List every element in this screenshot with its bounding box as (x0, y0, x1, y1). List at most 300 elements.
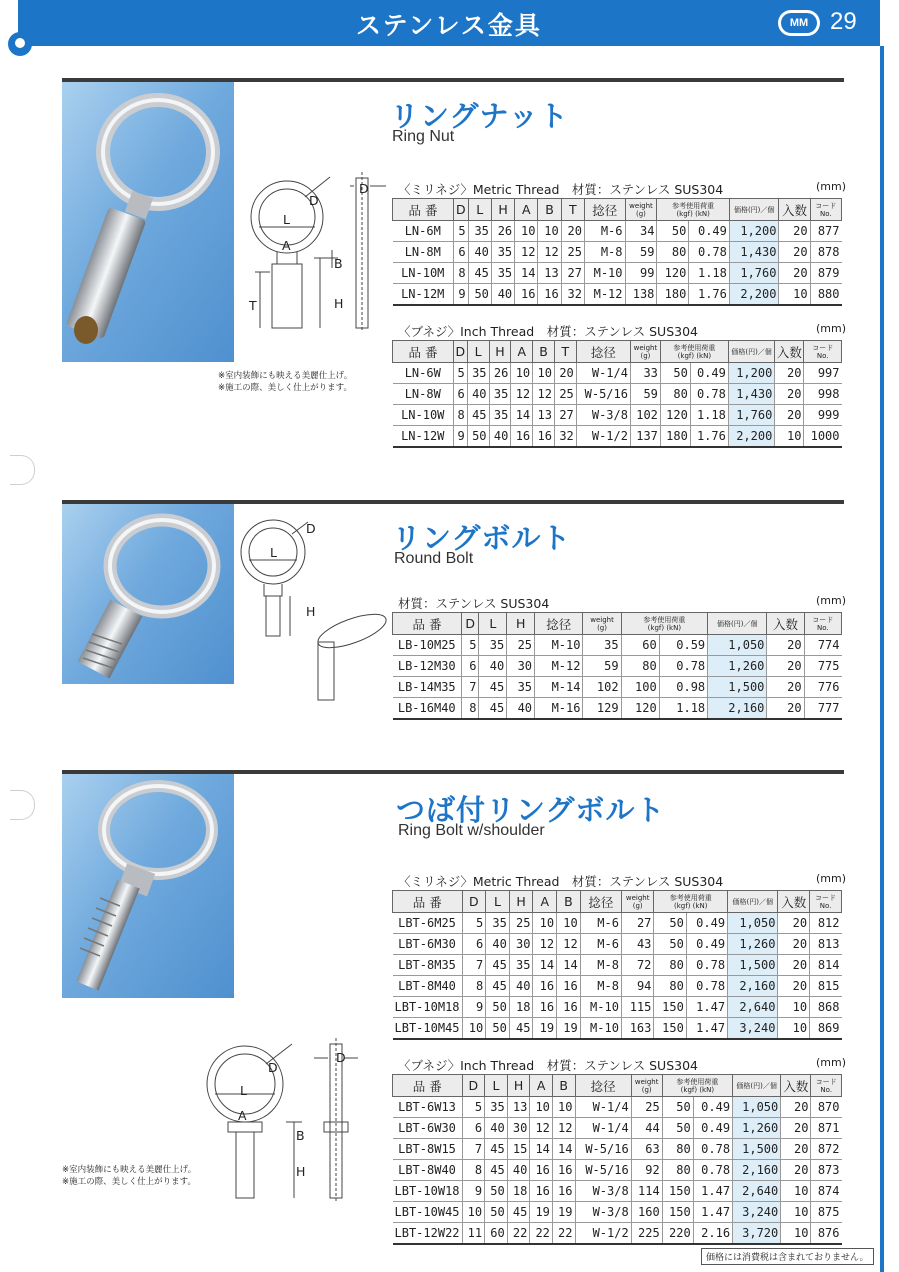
table-cell: 10 (775, 426, 804, 448)
table-cell: 120 (621, 698, 659, 720)
table-cell: 20 (779, 263, 810, 284)
table-cell: 26 (491, 221, 514, 242)
table-cell: 16 (533, 997, 557, 1018)
table-cell: 1.18 (689, 263, 730, 284)
table-cell: 22 (507, 1223, 530, 1245)
table-cell: M-8 (580, 976, 621, 997)
table-cell: 8 (462, 698, 479, 720)
table-row (393, 263, 842, 284)
spec-table-ring-nut-metric: 品 番 D L H A B T 捻径 weight (g) 参考使用荷重 (kgf) (kN) 価格(円)／個 入数 コード No. LN-6M 5 35 26 10 10 20 M-6 34 50 0.49 1,200 20 877 LN-8M 6 40 35 12 12 25 M-8 59 80 0.78 1,430 20 878 LN-10M 8 45 35 14 13 27 M-10 99 120 1.18 1,760 20 879 LN-12M 9 50 40 16 16 32 M-12 138 180 1.76 2,200 10 880 (392, 198, 842, 306)
table-row (393, 384, 842, 405)
dim-label: D (336, 1050, 346, 1065)
table-cell: 45 (486, 976, 510, 997)
table-cell: 877 (810, 221, 841, 242)
table-cell: LN-12M (393, 284, 454, 306)
table-cell: LN-6M (393, 221, 454, 242)
table-cell: 30 (507, 1118, 530, 1139)
table-cell: 27 (621, 913, 653, 934)
table-cell: 45 (485, 1139, 508, 1160)
table-cell: M-10 (584, 263, 625, 284)
table-cell: M-12 (584, 284, 625, 306)
table-cell: 18 (507, 1181, 530, 1202)
table-cell: 2,640 (733, 1181, 781, 1202)
dim-label: B (334, 256, 343, 271)
table-row (393, 1018, 842, 1040)
table-cell: M-10 (580, 1018, 621, 1040)
table-cell: 3,240 (733, 1202, 781, 1223)
table-cell: 776 (804, 677, 841, 698)
table-cell: 115 (621, 997, 653, 1018)
table-row (393, 677, 842, 698)
table-caption: 〈ブネジ〉Inch Thread 材質：ステンレス SUS304 (398, 1058, 698, 1073)
table-cell: 32 (554, 426, 576, 448)
binder-ball-icon (8, 32, 32, 56)
table-cell: 25 (509, 913, 533, 934)
table-cell: 35 (583, 635, 621, 656)
table-cell: 45 (486, 955, 510, 976)
table-cell: 16 (533, 976, 557, 997)
table-cell: 102 (583, 677, 621, 698)
table-cell: 35 (489, 384, 511, 405)
unit-label: (mm) (816, 594, 847, 607)
dim-label: D (359, 181, 369, 196)
table-cell: 6 (454, 384, 468, 405)
page-header (18, 0, 880, 46)
table-cell: 1,430 (728, 384, 774, 405)
table-cell: 876 (811, 1223, 842, 1245)
dim-label: A (238, 1108, 247, 1123)
product-photo-shoulder-bolt (62, 774, 234, 998)
table-cell: 815 (810, 976, 842, 997)
table-cell: 1,050 (733, 1097, 781, 1118)
table-cell: 2,160 (733, 1160, 781, 1181)
table-cell: 813 (810, 934, 842, 955)
table-cell: 873 (811, 1160, 842, 1181)
table-cell: 27 (561, 263, 584, 284)
table-cell: 16 (552, 1160, 575, 1181)
table-cell: 35 (485, 1097, 508, 1118)
table-cell: 13 (538, 263, 561, 284)
table-cell: 0.49 (693, 1097, 732, 1118)
table-cell: 1.76 (689, 284, 730, 306)
table-row (393, 426, 842, 448)
table-cell: 7 (462, 677, 479, 698)
table-cell: M-10 (580, 997, 621, 1018)
table-cell: 0.49 (693, 1118, 732, 1139)
table-cell: 0.49 (689, 221, 730, 242)
table-cell: 16 (552, 1181, 575, 1202)
table-cell: 10 (552, 1097, 575, 1118)
table-row (393, 284, 842, 306)
table-cell: LB-10M25 (393, 635, 462, 656)
table-cell: 10 (778, 1018, 810, 1040)
table-cell: M-10 (535, 635, 583, 656)
table-cell: M-8 (584, 242, 625, 263)
table-cell: 20 (767, 656, 804, 677)
table-cell: 2,640 (728, 997, 778, 1018)
table-cell: 35 (468, 221, 491, 242)
table-row (393, 242, 842, 263)
table-cell: 59 (583, 656, 621, 677)
table-cell: 775 (804, 656, 841, 677)
table-cell: 16 (538, 284, 561, 306)
note: ※室内装飾にも映える美麗仕上げ。 ※施工の際、美しく仕上がります。 (218, 371, 353, 393)
table-cell: 138 (625, 284, 657, 306)
table-cell: 150 (662, 1202, 693, 1223)
table-cell: 150 (654, 997, 686, 1018)
table-cell: 45 (468, 263, 491, 284)
tax-note: 価格には消費税は含まれておりません。 (701, 1248, 874, 1265)
table-cell: 150 (662, 1181, 693, 1202)
table-caption: 材質：ステンレス SUS304 (398, 596, 550, 611)
table-cell: 0.98 (659, 677, 707, 698)
table-cell: 874 (811, 1181, 842, 1202)
table-cell: 3,240 (728, 1018, 778, 1040)
table-cell: 1,260 (728, 934, 778, 955)
table-cell: 27 (554, 405, 576, 426)
table-cell: 11 (462, 1223, 485, 1245)
table-cell: 18 (509, 997, 533, 1018)
table-cell: 10 (515, 221, 538, 242)
unit-label: (mm) (816, 872, 847, 885)
table-cell: M-6 (584, 221, 625, 242)
table-cell: 19 (552, 1202, 575, 1223)
table-cell: 180 (657, 284, 689, 306)
table-cell: W-3/8 (575, 1202, 631, 1223)
table-cell: 40 (479, 656, 507, 677)
table-cell: 10 (533, 913, 557, 934)
section-title-en: Round Bolt (394, 550, 474, 567)
table-cell: 40 (485, 1118, 508, 1139)
table-cell: 19 (557, 1018, 581, 1040)
table-cell: 80 (657, 242, 689, 263)
table-row (393, 635, 842, 656)
table-cell: 2,160 (708, 698, 767, 720)
table-row (393, 405, 842, 426)
table-cell: 220 (662, 1223, 693, 1245)
table-cell: 59 (630, 384, 660, 405)
table-cell: 10 (779, 284, 810, 306)
table-cell: 1.47 (693, 1181, 732, 1202)
table-cell: 12 (552, 1118, 575, 1139)
table-row (393, 976, 842, 997)
table-cell: 13 (533, 405, 555, 426)
table-cell: 45 (467, 405, 489, 426)
table-row (393, 363, 842, 384)
table-cell: 10 (557, 913, 581, 934)
table-cell: 12 (511, 384, 533, 405)
table-cell: M-12 (535, 656, 583, 677)
table-cell: 50 (468, 284, 491, 306)
table-caption: 〈ミリネジ〉Metric Thread 材質：ステンレス SUS304 (398, 182, 724, 197)
table-cell: 40 (491, 284, 514, 306)
table-cell: 2,200 (729, 284, 779, 306)
table-cell: 20 (781, 1118, 811, 1139)
table-row (393, 955, 842, 976)
page-number: 29 (830, 8, 857, 35)
table-cell: 1000 (804, 426, 842, 448)
table-cell: 10 (533, 363, 555, 384)
table-cell: LBT-10M45 (393, 1018, 463, 1040)
table-cell: 14 (530, 1139, 553, 1160)
table-row (393, 1118, 842, 1139)
table-cell: 878 (810, 242, 841, 263)
table-cell: 0.49 (686, 913, 727, 934)
binder-hole-icon (10, 790, 35, 820)
table-cell: 7 (462, 955, 486, 976)
table-cell: 45 (479, 698, 507, 720)
product-photo-round-bolt (62, 504, 234, 684)
table-cell: 875 (811, 1202, 842, 1223)
table-cell: 16 (530, 1160, 553, 1181)
table-cell: LBT-10M18 (393, 997, 463, 1018)
table-cell: M-16 (535, 698, 583, 720)
table-cell: 1,260 (733, 1118, 781, 1139)
table-cell: 6 (454, 242, 469, 263)
table-cell: 10 (511, 363, 533, 384)
table-row (393, 1181, 842, 1202)
table-cell: 59 (625, 242, 657, 263)
table-cell: 50 (654, 913, 686, 934)
table-cell: 0.49 (690, 363, 728, 384)
spec-table-ring-nut-inch: 品 番 D L H A B T 捻径 weight (g) 参考使用荷重 (kgf) (kN) 価格(円)／個 入数 コード No. LN-6W 5 35 26 10 10 20 W-1/4 33 50 0.49 1,200 20 997 LN-8W 6 40 35 12 12 25 W-5/16 59 80 0.78 1,430 20 998 LN-10W 8 45 35 14 13 27 W-3/8 102 120 1.18 1,760 20 999 LN-12W 9 50 40 16 16 32 W-1/2 137 180 1.76 2,200 10 1000 (392, 340, 842, 448)
table-cell: LN-8W (393, 384, 454, 405)
table-cell: 0.78 (693, 1160, 732, 1181)
table-cell: 92 (631, 1160, 662, 1181)
table-row (393, 1097, 842, 1118)
table-cell: 34 (625, 221, 657, 242)
table-cell: 13 (507, 1097, 530, 1118)
table-cell: 19 (533, 1018, 557, 1040)
table-cell: 16 (557, 997, 581, 1018)
table-cell: LBT-10W18 (393, 1181, 463, 1202)
dim-label: H (306, 604, 316, 619)
table-cell: 50 (485, 1181, 508, 1202)
table-cell: 10 (781, 1223, 811, 1245)
table-cell: 868 (810, 997, 842, 1018)
table-cell: LN-10M (393, 263, 454, 284)
table-cell: 30 (509, 934, 533, 955)
table-cell: 45 (507, 1202, 530, 1223)
table-cell: 50 (660, 363, 690, 384)
table-cell: 20 (779, 242, 810, 263)
table-cell: 1.76 (690, 426, 728, 448)
table-row (393, 1160, 842, 1181)
table-cell: 1.18 (690, 405, 728, 426)
table-cell: 25 (631, 1097, 662, 1118)
table-cell: 1,500 (733, 1139, 781, 1160)
table-cell: 1,500 (708, 677, 767, 698)
table-cell: 871 (811, 1118, 842, 1139)
table-cell: 12 (533, 934, 557, 955)
table-cell: W-5/16 (575, 1139, 631, 1160)
table-cell: 1,260 (708, 656, 767, 677)
table-cell: 20 (778, 955, 810, 976)
table-cell: 0.78 (689, 242, 730, 263)
table-cell: 2,160 (728, 976, 778, 997)
table-cell: 20 (561, 221, 584, 242)
table-cell: 0.78 (659, 656, 707, 677)
table-cell: 26 (489, 363, 511, 384)
table-cell: 160 (631, 1202, 662, 1223)
table-cell: 10 (781, 1181, 811, 1202)
spec-table-shoulder-metric: 品 番 D L H A B 捻径 weight (g) 参考使用荷重 (kgf) (kN) 価格(円)／個 入数 コード No. LBT-6M25 5 35 25 10 10 M-6 27 50 0.49 1,050 20 812 LBT-6M30 6 40 30 12 12 M-6 43 50 0.49 1,260 20 813 LBT-8M35 7 45 35 14 14 M-8 72 80 0.78 1,500 20 814 LBT-8M40 8 45 40 16 16 M-8 94 80 0.78 2,160 20 815 LBT-10M18 9 50 18 16 16 M-10 115 150 1.47 2,640 10 868 LBT-10M45 10 50 45 19 19 M-10 163 150 1.47 3,240 10 869 (392, 890, 842, 1040)
table-cell: 1.47 (693, 1202, 732, 1223)
table-cell: 812 (810, 913, 842, 934)
table-cell: 869 (810, 1018, 842, 1040)
table-cell: LBT-6W13 (393, 1097, 463, 1118)
dim-label: A (282, 238, 291, 253)
table-cell: 12 (557, 934, 581, 955)
table-cell: 60 (621, 635, 659, 656)
table-cell: 22 (530, 1223, 553, 1245)
table-cell: 20 (781, 1139, 811, 1160)
table-cell: 163 (621, 1018, 653, 1040)
table-cell: 0.78 (693, 1139, 732, 1160)
page-title: ステンレス金具 (356, 11, 542, 40)
section-title-en: Ring Bolt w/shoulder (398, 822, 545, 839)
table-cell: 1,200 (728, 363, 774, 384)
table-cell: 8 (454, 263, 469, 284)
table-cell: 25 (554, 384, 576, 405)
table-cell: 35 (509, 955, 533, 976)
table-cell: 6 (462, 1118, 485, 1139)
table-cell: 40 (486, 934, 510, 955)
table-cell: 63 (631, 1139, 662, 1160)
table-cell: W-5/16 (576, 384, 630, 405)
spec-table-shoulder-inch: 品 番 D L H A B 捻径 weight (g) 参考使用荷重 (kgf) (kN) 価格(円)／個 入数 コード No. LBT-6W13 5 35 13 10 10 W-1/4 25 50 0.49 1,050 20 870 LBT-6W30 6 40 30 12 12 W-1/4 44 50 0.49 1,260 20 871 LBT-8W15 7 45 15 14 14 W-5/16 63 80 0.78 1,500 20 872 LBT-8W40 8 45 40 16 16 W-5/16 92 80 0.78 2,160 20 873 LBT-10W18 9 50 18 16 16 W-3/8 114 150 1.47 2,640 10 874 LBT-10W45 10 50 45 19 19 W-3/8 160 150 1.47 3,240 10 875 LBT-12W22 11 60 22 22 22 W-1/2 225 220 2.16 3,720 10 876 (392, 1074, 842, 1245)
table-cell: 14 (533, 955, 557, 976)
table-cell: 150 (654, 1018, 686, 1040)
table-row (393, 221, 842, 242)
table-cell: 10 (462, 1202, 485, 1223)
table-cell: 14 (511, 405, 533, 426)
table-cell: 880 (810, 284, 841, 306)
table-cell: 9 (462, 997, 486, 1018)
table-cell: 129 (583, 698, 621, 720)
table-cell: W-1/4 (575, 1097, 631, 1118)
side-bar (880, 46, 884, 1272)
table-cell: LBT-6M30 (393, 934, 463, 955)
table-cell: 20 (778, 976, 810, 997)
dim-label: D (309, 193, 319, 208)
table-cell: LBT-8W15 (393, 1139, 463, 1160)
table-cell: 22 (552, 1223, 575, 1245)
table-cell: 80 (662, 1139, 693, 1160)
dim-label: H (334, 296, 344, 311)
table-cell: 814 (810, 955, 842, 976)
table-cell: 10 (778, 997, 810, 1018)
table-cell: 30 (507, 656, 535, 677)
table-cell: 12 (530, 1118, 553, 1139)
table-cell: 8 (454, 405, 468, 426)
table-cell: 40 (507, 1160, 530, 1181)
table-cell: LN-10W (393, 405, 454, 426)
table-cell: M-14 (535, 677, 583, 698)
table-cell: 9 (454, 426, 468, 448)
table-cell: 20 (781, 1097, 811, 1118)
table-cell: 0.78 (686, 955, 727, 976)
table-row (393, 1202, 842, 1223)
table-cell: 1.47 (686, 1018, 727, 1040)
table-cell: 137 (630, 426, 660, 448)
dim-label: B (296, 1128, 305, 1143)
table-cell: LBT-8W40 (393, 1160, 463, 1181)
unit-label: (mm) (816, 1056, 847, 1069)
table-cell: 6 (462, 656, 479, 677)
product-photo-ring-nut (62, 82, 234, 362)
table-cell: 9 (462, 1181, 485, 1202)
table-cell: 25 (507, 635, 535, 656)
table-cell: LBT-6M25 (393, 913, 463, 934)
table-cell: 1.47 (686, 997, 727, 1018)
section-title-jp: リングナット (390, 99, 569, 133)
table-cell: 12 (515, 242, 538, 263)
table-cell: LN-12W (393, 426, 454, 448)
table-cell: 43 (621, 934, 653, 955)
table-cell: 80 (660, 384, 690, 405)
table-cell: 1.18 (659, 698, 707, 720)
table-cell: 15 (507, 1139, 530, 1160)
table-cell: 20 (781, 1160, 811, 1181)
table-cell: 870 (811, 1097, 842, 1118)
table-cell: 20 (778, 913, 810, 934)
table-cell: 80 (654, 976, 686, 997)
dim-label: D (306, 521, 316, 536)
table-cell: 16 (515, 284, 538, 306)
table-cell: 40 (509, 976, 533, 997)
table-cell: 1,500 (728, 955, 778, 976)
table-cell: 3,720 (733, 1223, 781, 1245)
table-cell: 120 (660, 405, 690, 426)
table-cell: 72 (621, 955, 653, 976)
table-cell: 40 (468, 242, 491, 263)
table-cell: 14 (515, 263, 538, 284)
table-cell: M-6 (580, 934, 621, 955)
spec-table-round-bolt: 品 番 D L H 捻径 weight (g) 参考使用荷重 (kgf) (kN) 価格(円)／個 入数 コード No. LB-10M25 5 35 25 M-10 35 60 0.59 1,050 20 774 LB-12M30 6 40 30 M-12 59 80 0.78 1,260 20 775 LB-14M35 7 45 35 M-14 102 100 0.98 1,500 20 776 LB-16M40 8 45 40 M-16 129 120 1.18 2,160 20 777 (392, 612, 842, 720)
table-cell: LB-12M30 (393, 656, 462, 677)
table-cell: LBT-8M35 (393, 955, 463, 976)
table-cell: LN-8M (393, 242, 454, 263)
table-cell: 50 (486, 1018, 510, 1040)
table-caption: 〈ミリネジ〉Metric Thread 材質：ステンレス SUS304 (398, 874, 724, 889)
table-cell: 1,760 (728, 405, 774, 426)
table-cell: 80 (654, 955, 686, 976)
unit-label: (mm) (816, 322, 847, 335)
table-cell: LN-6W (393, 363, 454, 384)
table-cell: 20 (775, 405, 804, 426)
table-row (393, 934, 842, 955)
dim-label: D (268, 1060, 278, 1075)
table-cell: 20 (554, 363, 576, 384)
table-cell: 60 (485, 1223, 508, 1245)
table-cell: 0.78 (690, 384, 728, 405)
table-cell: W-1/2 (576, 426, 630, 448)
table-row (393, 698, 842, 720)
table-cell: 50 (486, 997, 510, 1018)
table-cell: 12 (538, 242, 561, 263)
table-cell: M-8 (580, 955, 621, 976)
table-cell: 19 (530, 1202, 553, 1223)
table-cell: 998 (804, 384, 842, 405)
table-cell: 2,200 (728, 426, 774, 448)
table-cell: 50 (662, 1097, 693, 1118)
table-cell: 94 (621, 976, 653, 997)
table-cell: LBT-6W30 (393, 1118, 463, 1139)
table-cell: 10 (781, 1202, 811, 1223)
table-cell: 20 (767, 635, 804, 656)
table-cell: 50 (657, 221, 689, 242)
